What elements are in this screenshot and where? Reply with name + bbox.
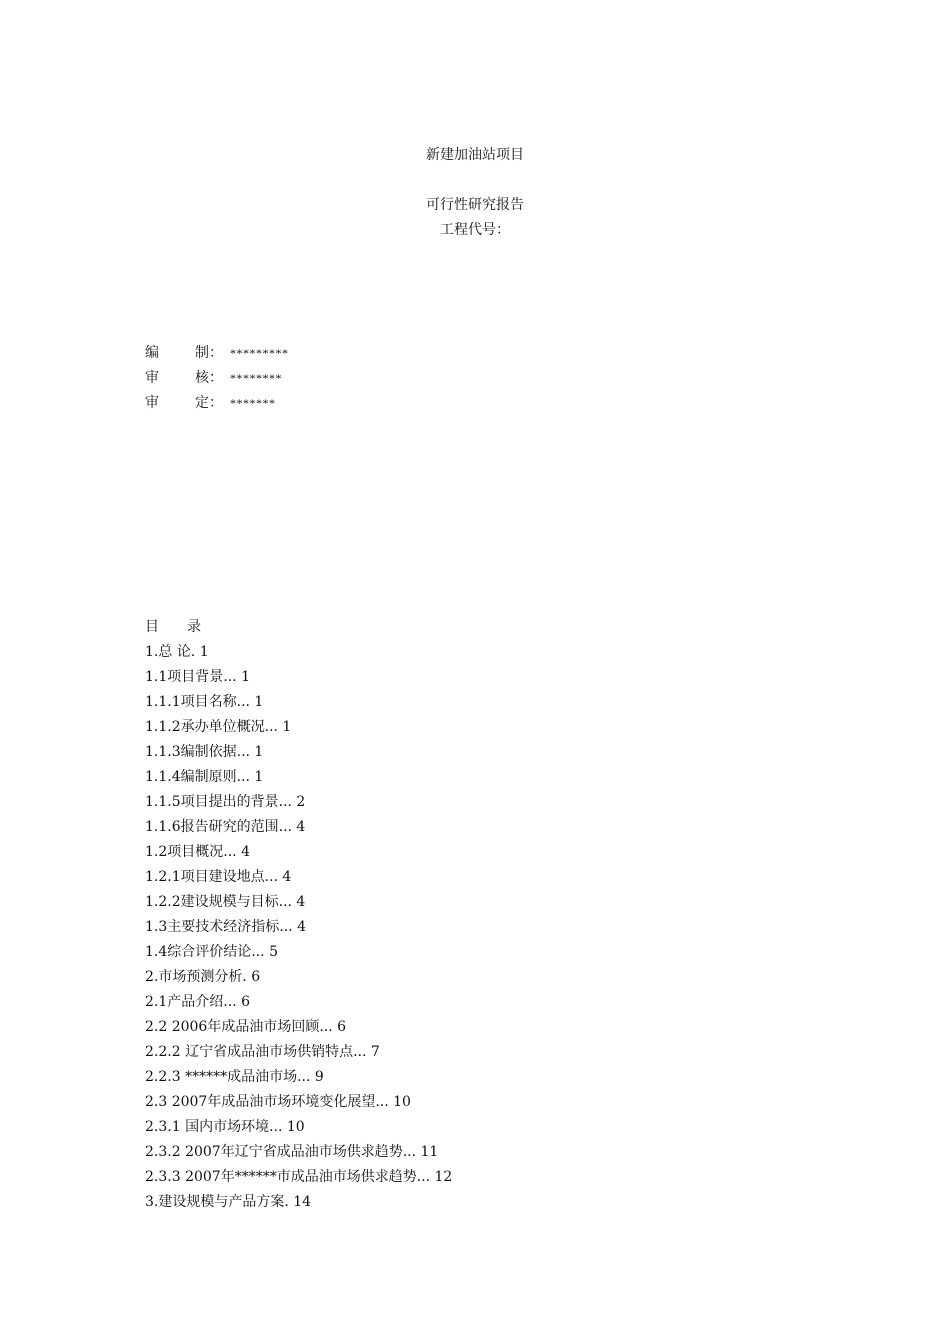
toc-entry[interactable]: 1.1.2承办单位概况... 1 (145, 719, 292, 735)
toc-heading-char: 录 (187, 619, 201, 635)
signoff-label-char: 审 (145, 370, 159, 386)
toc-entry[interactable]: 2.3.2 2007年辽宁省成品油市场供求趋势... 11 (145, 1144, 439, 1160)
signoff-label-char: 审 (145, 395, 159, 411)
toc-entry[interactable]: 1.1.3编制依据... 1 (145, 744, 264, 760)
document-title: 新建加油站项目 (426, 147, 524, 163)
toc-entry[interactable]: 3.建设规模与产品方案. 14 (145, 1194, 312, 1210)
project-code-label: 工程代号： (440, 222, 510, 238)
toc-entry[interactable]: 2.3 2007年成品油市场环境变化展望... 10 (145, 1094, 411, 1110)
toc-entry[interactable]: 1.1.6报告研究的范围... 4 (145, 819, 306, 835)
toc-entry[interactable]: 2.2 2006年成品油市场回顾... 6 (145, 1019, 347, 1035)
toc-entry[interactable]: 1.1.1项目名称... 1 (145, 694, 264, 710)
signoff-value: ********* (230, 346, 289, 360)
toc-heading (145, 618, 452, 643)
toc-entry[interactable]: 2.3.3 2007年******市成品油市场供求趋势... 12 (145, 1169, 453, 1185)
toc-list (145, 643, 452, 1218)
toc-entry[interactable]: 1.1项目背景... 1 (145, 669, 250, 685)
signoff-label-char: 编 (145, 345, 159, 361)
signoff-value: ******** (230, 371, 282, 385)
toc-entry[interactable]: 2.2.3 ******成品油市场... 9 (145, 1069, 324, 1085)
toc-entry[interactable]: 2.市场预测分析. 6 (145, 969, 261, 985)
signoff-label-char: 制： (195, 345, 223, 361)
toc-entry[interactable]: 2.3.1 国内市场环境... 10 (145, 1119, 305, 1135)
toc-entry[interactable]: 1.2.1项目建设地点... 4 (145, 869, 292, 885)
signoff-label-char: 定： (195, 395, 223, 411)
toc-entry[interactable]: 2.1产品介绍... 6 (145, 994, 250, 1010)
toc-entry[interactable]: 1.1.5项目提出的背景... 2 (145, 794, 306, 810)
toc-entry[interactable]: 2.2.2 辽宁省成品油市场供销特点... 7 (145, 1044, 380, 1060)
toc-entry[interactable]: 1.4综合评价结论... 5 (145, 944, 278, 960)
signoff-label-char: 核： (195, 370, 223, 386)
toc-heading-char: 目 (145, 619, 159, 635)
document-subtitle: 可行性研究报告 (426, 197, 524, 213)
toc-entry[interactable]: 1.总 论. 1 (145, 644, 209, 660)
toc-entry[interactable]: 1.1.4编制原则... 1 (145, 769, 264, 785)
toc-entry[interactable]: 1.2项目概况... 4 (145, 844, 250, 860)
toc-entry[interactable]: 1.2.2建设规模与目标... 4 (145, 894, 306, 910)
signoff-value: ******* (230, 396, 276, 410)
table-of-contents (145, 618, 452, 1218)
toc-entry[interactable]: 1.3主要技术经济指标... 4 (145, 919, 306, 935)
